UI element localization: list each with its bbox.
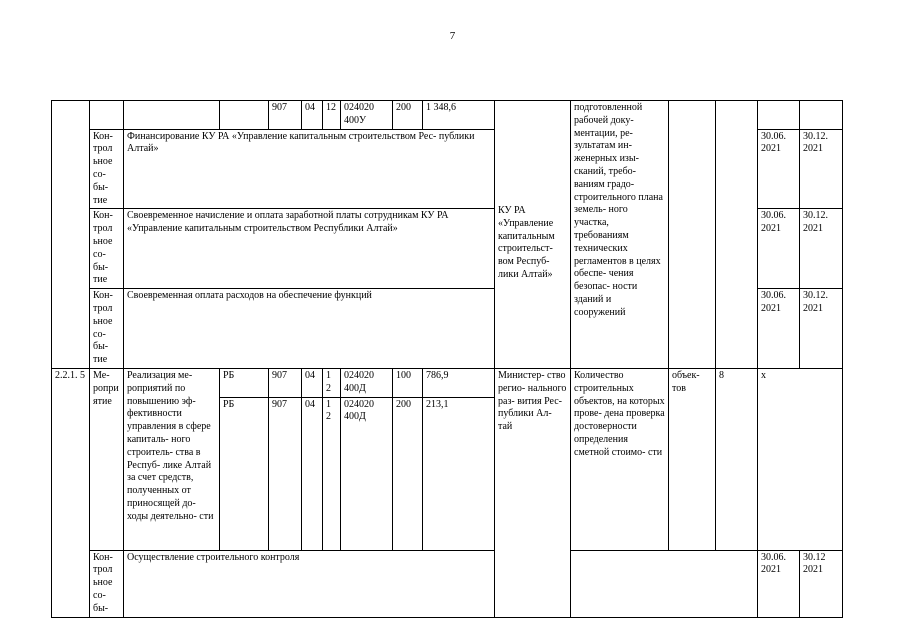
cell-amount: 1 348,6 [423,101,495,130]
cell-target-code: 024020 400Д [341,397,393,550]
indicator-value: 8 [716,368,758,550]
cell-ministry-code: 907 [269,397,302,550]
cell-amount: 786,9 [423,368,495,397]
cell-expense-type: 200 [393,101,423,130]
cell-expense-type: 200 [393,397,423,550]
measures-table [51,100,843,618]
table-row [52,550,843,617]
indicator-x: x [758,368,843,550]
executor-cell [495,101,571,369]
event-text: Своевременная оплата расходов на обеспечение функций [124,289,495,369]
cell-section: 04 [302,397,323,550]
date-end: 30.12. 2021 [800,209,843,289]
event-text: Своевременное начисление и оплата заработной платы сотрудникам КУ РА «Управление капитальным строительством Республики Алтай» [124,209,495,289]
cell-ministry-code: 907 [269,368,302,397]
cell-expense-type: 100 [393,368,423,397]
date-start: 30.06. 2021 [758,129,800,209]
measure-executor: Министер- ство регио- нального раз- вития Рес- публики Ал- тай [495,368,571,617]
indicator-unit: объек- тов [669,368,716,550]
table-row [52,101,843,130]
date-start: 30.06. 2021 [758,550,800,617]
date-start: 30.06. 2021 [758,209,800,289]
cell-ministry-code: 907 [269,101,302,130]
cell-source: РБ [220,368,269,397]
event-type: Кон- трол ьное со- бы- тие [90,209,124,289]
date-end: 30.12. 2021 [800,129,843,209]
cell-amount: 213,1 [423,397,495,550]
measure-number: 2.2.1. 5 [52,368,90,617]
page-number: 7 [449,30,456,42]
date-end: 30.12. 2021 [800,289,843,369]
cell-subsection: 1 2 [323,368,341,397]
indicator-name: Количество строительных объектов, на которых прове- дена проверка достоверности определения сметной стоимо- сти [571,368,669,550]
cell-section: 04 [302,368,323,397]
result-cell: подготовленной рабочей доку- ментации, ре- зультатам ин- женерных изы- сканий, требо- ваниям градо- строительного плана земель- ного участка, требованиям технических регламентов в целях обеспе- чения безопас- ности зданий и сооружений [571,101,669,369]
event-type: Кон- трол ьное со- бы- [90,550,124,617]
event-text: Финансирование КУ РА «Управление капитальным строительством Рес- публики Алтай» [124,129,495,209]
measure-type: Ме- ропри ятие [90,368,124,550]
cell-target-code: 024020 400У [341,101,393,130]
date-end: 30.12 2021 [800,550,843,617]
measure-name: Реализация ме- роприятий по повышению эф- фективности управления в сфере капиталь- ного строитель- ства в Респуб- лике Алтай за счет средств, полученных от приносящей до- ходы деятельно- сти [124,368,220,550]
cell-source: РБ [220,397,269,550]
cell-subsection: 1 2 [323,397,341,550]
number-cell-empty [52,101,90,369]
table-row [52,368,843,397]
executor-ku: КУ РА «Управление капитальным строительст- вом Респуб- лики Алтай» [498,205,555,280]
event-text: Осуществление строительного контроля [124,550,495,617]
cell-section: 04 [302,101,323,130]
cell-target-code: 024020 400Д [341,368,393,397]
date-start: 30.06. 2021 [758,289,800,369]
event-type: Кон- трол ьное со- бы- тие [90,289,124,369]
event-type: Кон- трол ьное со- бы- тие [90,129,124,209]
cell-subsection: 12 [323,101,341,130]
